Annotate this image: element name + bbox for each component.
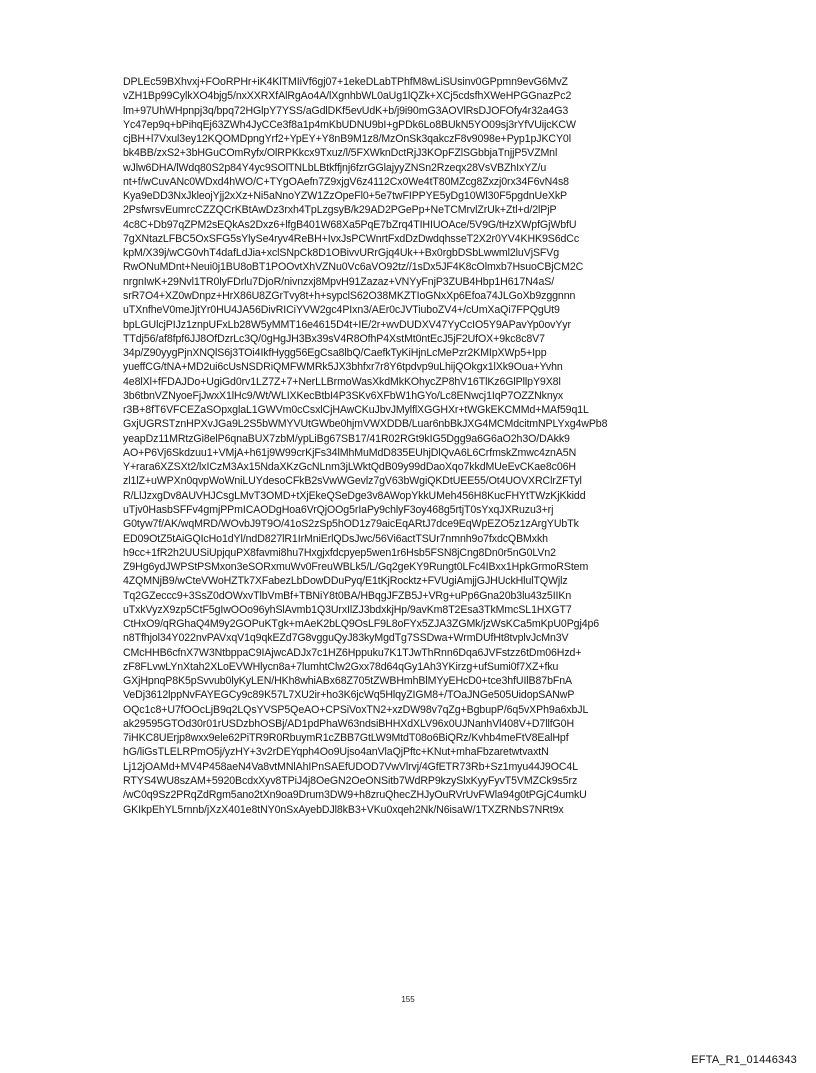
bates-number: EFTA_R1_01446343 bbox=[691, 1054, 797, 1066]
text-line: ak29595GTOd30r01rUSDzbhOSBj/AD1pdPhaW63ndsiBHHXdXLV96x0UJNanhVl408V+D7llfG0H bbox=[123, 717, 575, 730]
text-line: DPLEc59BXhvxj+FOoRPHr+iK4KlTMIiVf6gj07+1ekeDLabTPhfM8wLiSUsinv0GPpmn9evG6MvZ bbox=[123, 76, 568, 88]
text-line: R/LlJzxgDv8AUVHJCsgLMvT3OMD+tXjEkeQSeDge3v8AWopYkkUMeh456H8KucFHYtTWzKjKkidd bbox=[123, 489, 586, 502]
text-line: bk4BB/zxS2+3bHGuCOmRyfx/OlRPKkcx9Txuz/l/5FXWknDctRjJ3KOpFZlSGbbjaTnjjP5VZMnl bbox=[123, 147, 558, 160]
text-line: uTXnfheV0meJjtYr0HU4JA56DivRICiYVW2gc4PIxn3/AEr0cJVTiuboZV4+/cUmXaQi7FPQgUt9 bbox=[123, 304, 560, 317]
text-line: nt+f/wCuvANc0WDxd4hWO/C+TYgOAefn7Z9xjgV6z4112Cx0We4tT80MZcg8Zxzj0rx34F6vN4s8 bbox=[123, 175, 569, 188]
text-line: TTdj56/af8fpf6JJ8OfDzrLc3Q/0gHgJH3Bx39sV4R8OfhP4XstMt0ntEcJ5jF2UfOX+9kc8c8V7 bbox=[123, 332, 545, 345]
text-line: yeapDz11MRtzGi8elP6qnaBUX7zbM/ypLiBg67SB17/41R02RGt9kIG5Dgg9a6G6aO2h3O/DAkk9 bbox=[123, 432, 570, 445]
text-line: 3b6tbnVZNyoeFjJwxX1lHc9/Wt/WLIXKecBtbI4P3SKv6XFbW1hGYo/Lc8ENwcj1IqP7OZZNknyx bbox=[123, 389, 564, 402]
text-line: 2PsfwrsvEumrcCZZQCrKBtAwDz3rxh4TpLzgsyB/k29AD2PGePp+NeTCMrvlZrUk+Ztl+d/2lPjP bbox=[123, 204, 557, 217]
text-line: AO+P6Vj6Skdzuu1+VMjA+h61j9W99crKjFs34lMhMuMdD835EUhjDlQvA6L6CrfmskZmwc4znA5N bbox=[123, 446, 577, 459]
text-line: cjBH+l7Vxul3ey12KQOMDpngYrf2+YpEY+Y8nB9M1z8/MzOnSk3qakczF8v9098e+Pyp1pJKCY0l bbox=[123, 133, 571, 146]
text-line: RwONuMDnt+Neui0j1BU8oBT1POOvtXhVZNu0Vc6aVO92tz//1sDx5JF4K8cOlmxb7HsuoCBjCM2C bbox=[123, 261, 584, 274]
text-line: CtHxO9/qRGhaQ4M9y2GOPuKTgk+mAeK2bLQ9OsLF9L8oFYx5ZJA3ZGMk/jzWsKCa5mKpU0Pgj4p6 bbox=[123, 618, 600, 631]
text-line: srR7O4+XZ0wDnpz+HrX86U8ZGrTvy8t+h+sypclS62O38MKZTIoGNxXp6Efoa74JLGoXb9zggnnn bbox=[123, 289, 576, 302]
text-line: r3B+8fT6VFCEZaSOpxglaL1GWVm0cCsxlCjHAwCKuJbvJMylflXGGHXr+tWGkEKCMMd+MAf59q1L bbox=[123, 404, 589, 417]
text-line: 7iHKC8UErjp8wxx9ele62PiTR9R0RbuymR1cZBB7GtLW9MtdT08o6BiQRz/Kvhb4meFtV8EalHpf bbox=[123, 732, 569, 745]
text-line: 4c8C+Db97qZPM2sEQkAs2Dxz6+lfgB401W68Xa5PqE7bZrq4TIHIUOAce/5V9G/tHzXWpfGjWbfU bbox=[123, 218, 577, 231]
text-line: Y+rara6XZSXt2/lxICzM3Ax15NdaXKzGcNLnm3jLWktQdB09y99dDaoXqo7kkdMUeEvCKae8c06H bbox=[123, 461, 576, 474]
text-line: GKIkpEhYL5rnnb/jXzX401e8tNY0nSxAyebDJl8kB3+VKu0xqeh2Nk/N6isaW/1TXZRNbS7NRt9x bbox=[123, 803, 564, 816]
text-line: ED09OtZ5tAiGQIcHo1dYl/ndD827lR1IrMniErlQDsJwc/56Vi6actTSUr7nmnh9o7fxdcQBMxkh bbox=[123, 532, 548, 545]
text-line: Z9Hg6ydJWPStPSMxon3eSORxmuWv0FreuWBLk5/L/Gq2geKY9Rungt0LFc4IBxx1HpkGrmoRStem bbox=[123, 561, 589, 574]
text-line: nrgnIwK+29Nvl1TR0lyFDrlu7DjoR/nivnzxj8MpvH91Zazaz+VNYyFnjP3ZUB4Hbp1H617N4aS/ bbox=[123, 275, 555, 288]
text-line: Kya9eDD3NxJkleojYjj2xXz+Ni5aNnoYZW1ZzOpeFl0+5e7twFIPPYE5yDg10Wl30F5pgdnUeXkP bbox=[123, 190, 568, 203]
text-line: 4e8lXl+fFDAJDo+UgiGd0rv1LZ7Z+7+NerLLBrmoWasXkdMkKOhycZP8hV16TlKz6GlPllpY9X8l bbox=[123, 375, 561, 388]
text-line: 34p/Z90yygPjnXNQlS6j3TOi4IkfHygg56EgCsa8lbQ/CaefkTyKiHjnLcMePzr2KMIpXWp5+Ipp bbox=[123, 347, 547, 360]
text-line: Lj12jOAMd+MV4P458aeN4Va8vtMNlAhIPnSAEfUDOD7VwVlrvj/4GfETR73Rb+Sz1myu44J9OC4L bbox=[123, 760, 579, 773]
text-line: vZH1Bp99CylkXO4bjg5/nxXXRXfAlRgAo4A/lXgnhbWL0aUg1lQZk+XCj5cdsfhXWeHPGGnazPc2 bbox=[123, 90, 572, 103]
text-line: 4ZQMNjB9/wCteVWoHZTk7XFabezLbDowDDuPyq/E1tKjRocktz+FVUgiAmjjGJHUckHlulTQWjlz bbox=[123, 575, 568, 588]
text-line: OQc1c8+U7fOOcLjB9q2LQsYVSP5QeAO+CPSiVoxTN2+xzDW98v7qZg+BgbupP/6q5vXPh9a6xbJL bbox=[123, 703, 589, 716]
text-line: Tq2GZeccc9+3SsZ0dOWxvTlbVmBf+TBNiY8t0BA/HBqgJFZB5J+VRg+uPp6Gna20b3lu43z5IIKn bbox=[123, 589, 572, 602]
text-line: G0tyw7f/AK/wqMRD/WOvbJ9T9O/41oS2zSp5hOD1z79aicEqARtJ7dce9EqWpEZO5z1zArgYUbTk bbox=[123, 518, 579, 531]
text-line: CMcHHB6cfnX7W3NtbppaC9IAjwcADJx7c1HZ6Hppuku7K1TJwThRnn6Dqa6JVFstzz6tDm06Hzd+ bbox=[123, 646, 582, 659]
text-line: h9cc+1fR2h2UUSiUpjquPX8favmi8hu7Hxgjxfdcpyep5wen1r6Hsb5FSN8jCng8Dn0r5nG0LVn2 bbox=[123, 546, 556, 559]
text-line: /wC0q9Sz2PRqZdRgm5ano2tXn9oa9Drum3DW9+h8zruQhecZHJyOuRVrUvFWla94g0tPGjC4umkU bbox=[123, 789, 587, 802]
text-line: zl1lZ+uWPXn0qvpWoWniLUYdesoCFkB2sVwWGevlz7gV63bWgiQKDtUEE55/Ot4UOVXRClrZFTyl bbox=[123, 475, 582, 488]
text-line: VeDj3612lppNvFAYEGCy9c89K57L7XU2ir+ho3K6jcWq5HlqyZIGM8+/TOaJNGe505UidopSANwP bbox=[123, 689, 575, 702]
text-line: bpLGUlcjPIJz1znpUFxLb28W5yMMT16e4615D4t+IE/2r+wvDUDXV47YyCcIO5Y9APavYp0ovYyr bbox=[123, 318, 571, 331]
encoded-text-block bbox=[123, 75, 703, 817]
text-line: GXjHpnqP8K5pSvvub0lyKyLEN/HKh8whiABx68Z705tZWBHmhBlMYyEHcD0+tce3hfUIlB87bFnA bbox=[123, 675, 573, 688]
text-line: 7gXNtazLFBC5OxSFG5sYlySe4ryv4ReBH+IvxJsPCWnrtFxdDzDwdqhsseT2X2r0YV4KHK9S6dCc bbox=[123, 232, 580, 245]
page-number: 155 bbox=[401, 995, 415, 1004]
text-line: zF8FLvwLYnXtah2XLoEVWHlycn8a+7lumhtClw2Gxx78d64qGy1Ah3YKirzg+ufSumi0f7XZ+fku bbox=[123, 660, 559, 673]
text-line: wJlw6DHA/lWdq80S2p84Y4yc9SOlTNLbLBtkffjnj6fzrGGlajyyZNSn2Rzeqx28VsVBZhIxYZ/u bbox=[123, 161, 547, 174]
text-line: kpM/X39j/wCG0vhT4dafLdJia+xclSNpCk8D1OBivvURrGjq4Uk++Bx0rgbDSbLwwml2luVjSFVg bbox=[123, 247, 560, 260]
text-line: yueffCG/tNA+MD2ui6cUsNSDRiQMFWMRk5JX3bhfxr7r8Y6tpdvp9uLhijQOkgx1lXk9Oua+Yvhn bbox=[123, 361, 563, 374]
text-line: uTxkVyzX9zp5CtF5gIwOOo96yhSlAvmb1Q3UrxIlZJ3bdxkjHp/9avKm8T2Esa3TkMmcSL1HXGT7 bbox=[123, 603, 572, 616]
text-line: hG/liGsTLELRPmO5j/yzHY+3v2rDEYqph4Oo9Ujso4anVlaQjPftc+KNut+mhaFbzaretwtvaxtN bbox=[123, 746, 549, 759]
text-line: GxjUGRSTznHPXvJGa9L2S5bWMYVUtGWbe0hjmVWXDDB/Luar6nbBkJXG4MCMdcitmNPLYxg4wPb8 bbox=[123, 418, 608, 431]
text-line: n8Tfhjol34Y022nvPAVxqV1q9qkEZd7G8vgguQyJ83kyMgdTg7SSDwa+WrmDUfHt8tvplvJcMn3V bbox=[123, 632, 569, 645]
text-line: Yc47ep9q+bPihqEj63ZWh4JyCCe3f8a1p4mKbUDNU9bI+gPDk6Lo8BUkN5YO09sj3rYfVUijcKCW bbox=[123, 118, 576, 131]
text-line: lm+97UhWHpnpj3q/bpq72HGlpY7YSS/aGdlDKf5evUdK+b/j9i90mG3AOVlRsDJOFOfy4r32a4G3 bbox=[123, 104, 569, 117]
text-line: uTjv0HasbSFFv4gmjPPmICAODgHoa6VrQjOOg5rIaPy9chlyF3oy468g5rtjT0sYxqJXRuzu3+rj bbox=[123, 503, 554, 516]
text-line: RTYS4WU8szAM+5920BcdxXyv8TPiJ4j8OeGN2OeONSitb7WdRP9kzySlxKyyFyvT5VMZCk9s5rz bbox=[123, 775, 578, 788]
